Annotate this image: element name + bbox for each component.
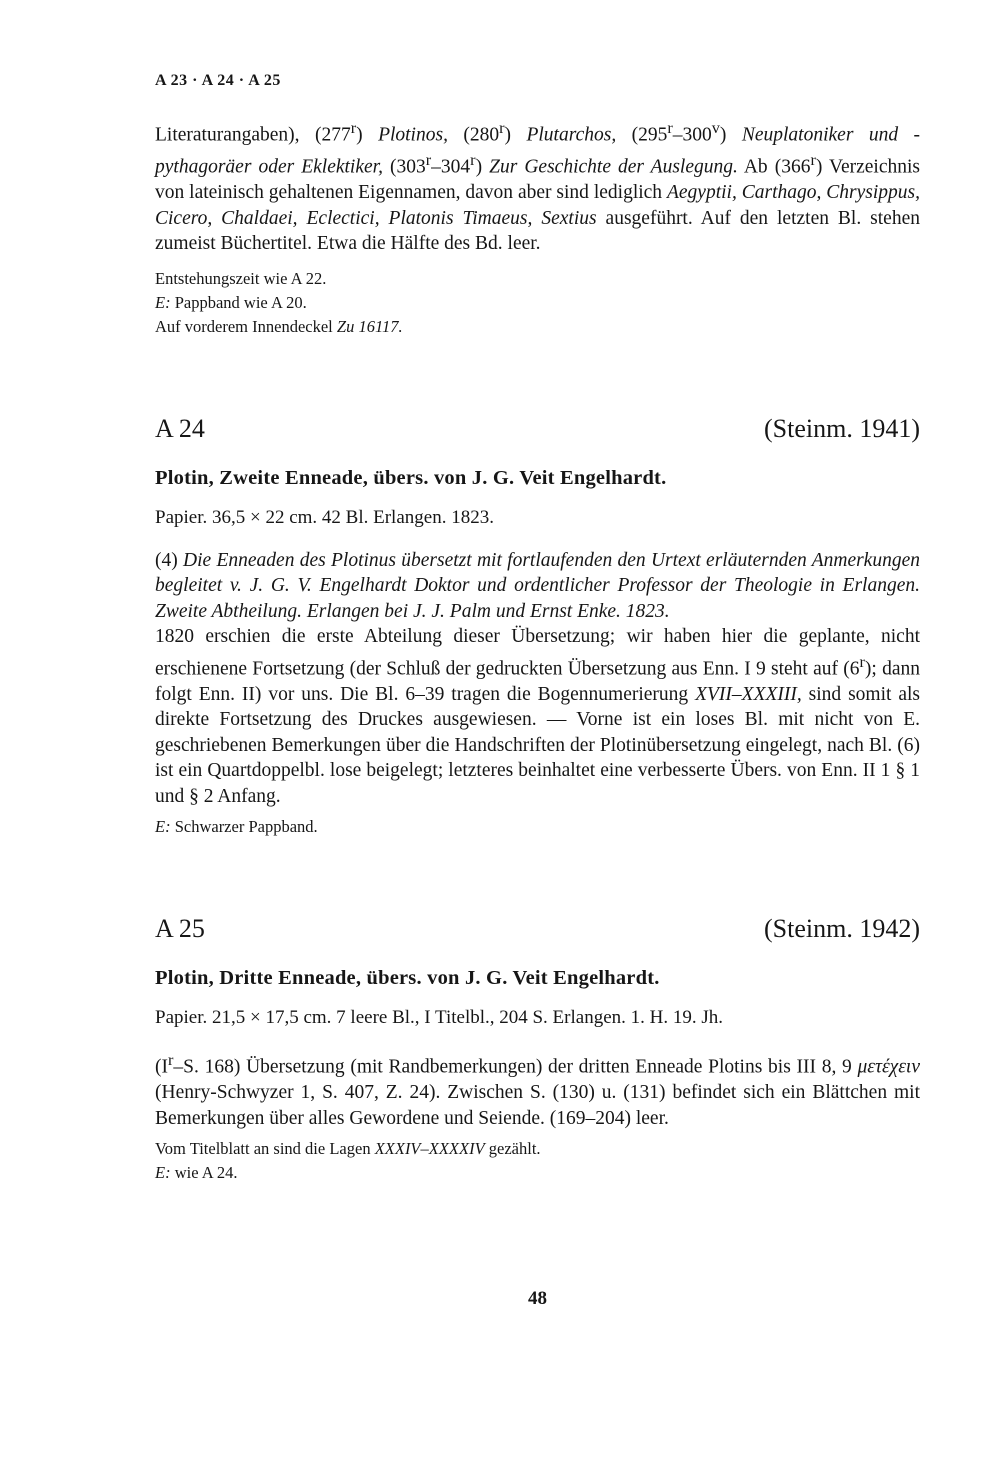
a24-title: Plotin, Zweite Enneade, übers. von J. G. Veit Engelhardt. xyxy=(155,466,667,489)
a24-steinm: (Steinm. 1941) xyxy=(764,413,920,443)
page-number: 48 xyxy=(528,1288,547,1309)
a25-id: A 25 xyxy=(155,914,205,943)
document-page xyxy=(155,72,921,1309)
a25-gathering-note: Vom Titelblatt an sind die Lagen XXXIV–XXXXIV gezählt. xyxy=(155,1139,541,1158)
a24-heading xyxy=(155,413,920,445)
a24-title-page-transcription: (4) Die Enneaden des Plotinus übersetzt mit fortlaufenden den Urtext erläuternden Anmerkungen begleitet v. J. G. V. Engelhardt Doktor und ordentlicher Professor der Theologie in Erlangen. Zweite Abtheilung. Erlangen bei J. J. Palm und Ernst Enke. 1823. xyxy=(155,549,920,622)
a25-heading xyxy=(155,913,920,945)
a24-binding-note: E: Schwarzer Pappband. xyxy=(155,817,318,836)
a23-cover-note: Auf vorderem Innendeckel Zu 16117. xyxy=(155,316,403,336)
a25-steinm: (Steinm. 1942) xyxy=(764,914,920,943)
a24-content-description: 1820 erschien die erste Abteilung dieser Übersetzung; wir haben hier die geplante, nicht erschienene Fortsetzung (der Schluß der gedruckten Übersetzung aus Enn. I 9 steht auf (6$^r$); dann folgt Enn. II) vor uns. Die Bl. 6–39 tragen die Bogennumerierung XVII–XXXIII, sind somit als direkte Fortsetzung des Druckes ausgewiesen. — Vorne ist ein loses Bl. mit nicht von E. geschriebenen Bemerkungen über die Handschriften der Plotinübersetzung eingelegt, nach Bl. (6) ist ein Quartdoppelbl. lose beigelegt; letzteres beinhaltet eine verbesserte Übers. von Enn. II 1 § 1 und § 2 Anfang. xyxy=(155,626,920,807)
a24-id: A 24 xyxy=(155,413,205,443)
running-head: A 23 · A 24 · A 25 xyxy=(155,72,281,89)
a25-content-description: ($I^r-S$. 168) Übersetzung (mit Randbemerkungen) der dritten Enneade Plotins bis III 8, 9 μετέχειν (Henry-Schwyzer 1, S. 407, Z. 24). Zwischen S. (130) u. (131) befindet sich ein Blättchen mit Bemerkungen über alles Gewordene und Seiende. (169–204) leer. xyxy=(155,1051,920,1129)
a24-physical-description: Papier. 36,5 × 22 cm. 42 Bl. Erlangen. 1823. xyxy=(155,506,494,528)
a23-origin-note: Entstehungszeit wie A 22. xyxy=(155,268,327,288)
a25-binding-note: E: wie A 24. xyxy=(155,1163,238,1182)
a25-physical-description: Papier. 21,5 × 17,5 cm. 7 leere Bl., I Titelbl., 204 S. Erlangen. 1. H. 19. Jh. xyxy=(155,1007,724,1028)
a23-binding-note: E: Pappband wie A 20. xyxy=(155,292,307,312)
a23-continuation-text: Literaturangaben), (277$^r$) Plotinos, (280$^r$) Plutarchos, (295$^r$–300$^v$) Neuplatoniker und -pythagoräer oder Eklektiker, (303$^r$–304$^r$) Zur Geschichte der Auslegung. Ab (366$^r$) Verzeichnis von lateinisch gehaltenen Eigennamen, davon aber sind lediglich Aegyptii, Carthago, Chrysippus, Cicero, Chaldaei, Eclectici, Platonis Timaeus, Sextius ausgeführt. Auf den letzten Bl. stehen zumeist Büchertitel. Etwa die Hälfte des Bd. leer. xyxy=(155,119,921,254)
a25-title: Plotin, Dritte Enneade, übers. von J. G. Veit Engelhardt. xyxy=(155,967,660,989)
a23-notes xyxy=(155,267,920,339)
